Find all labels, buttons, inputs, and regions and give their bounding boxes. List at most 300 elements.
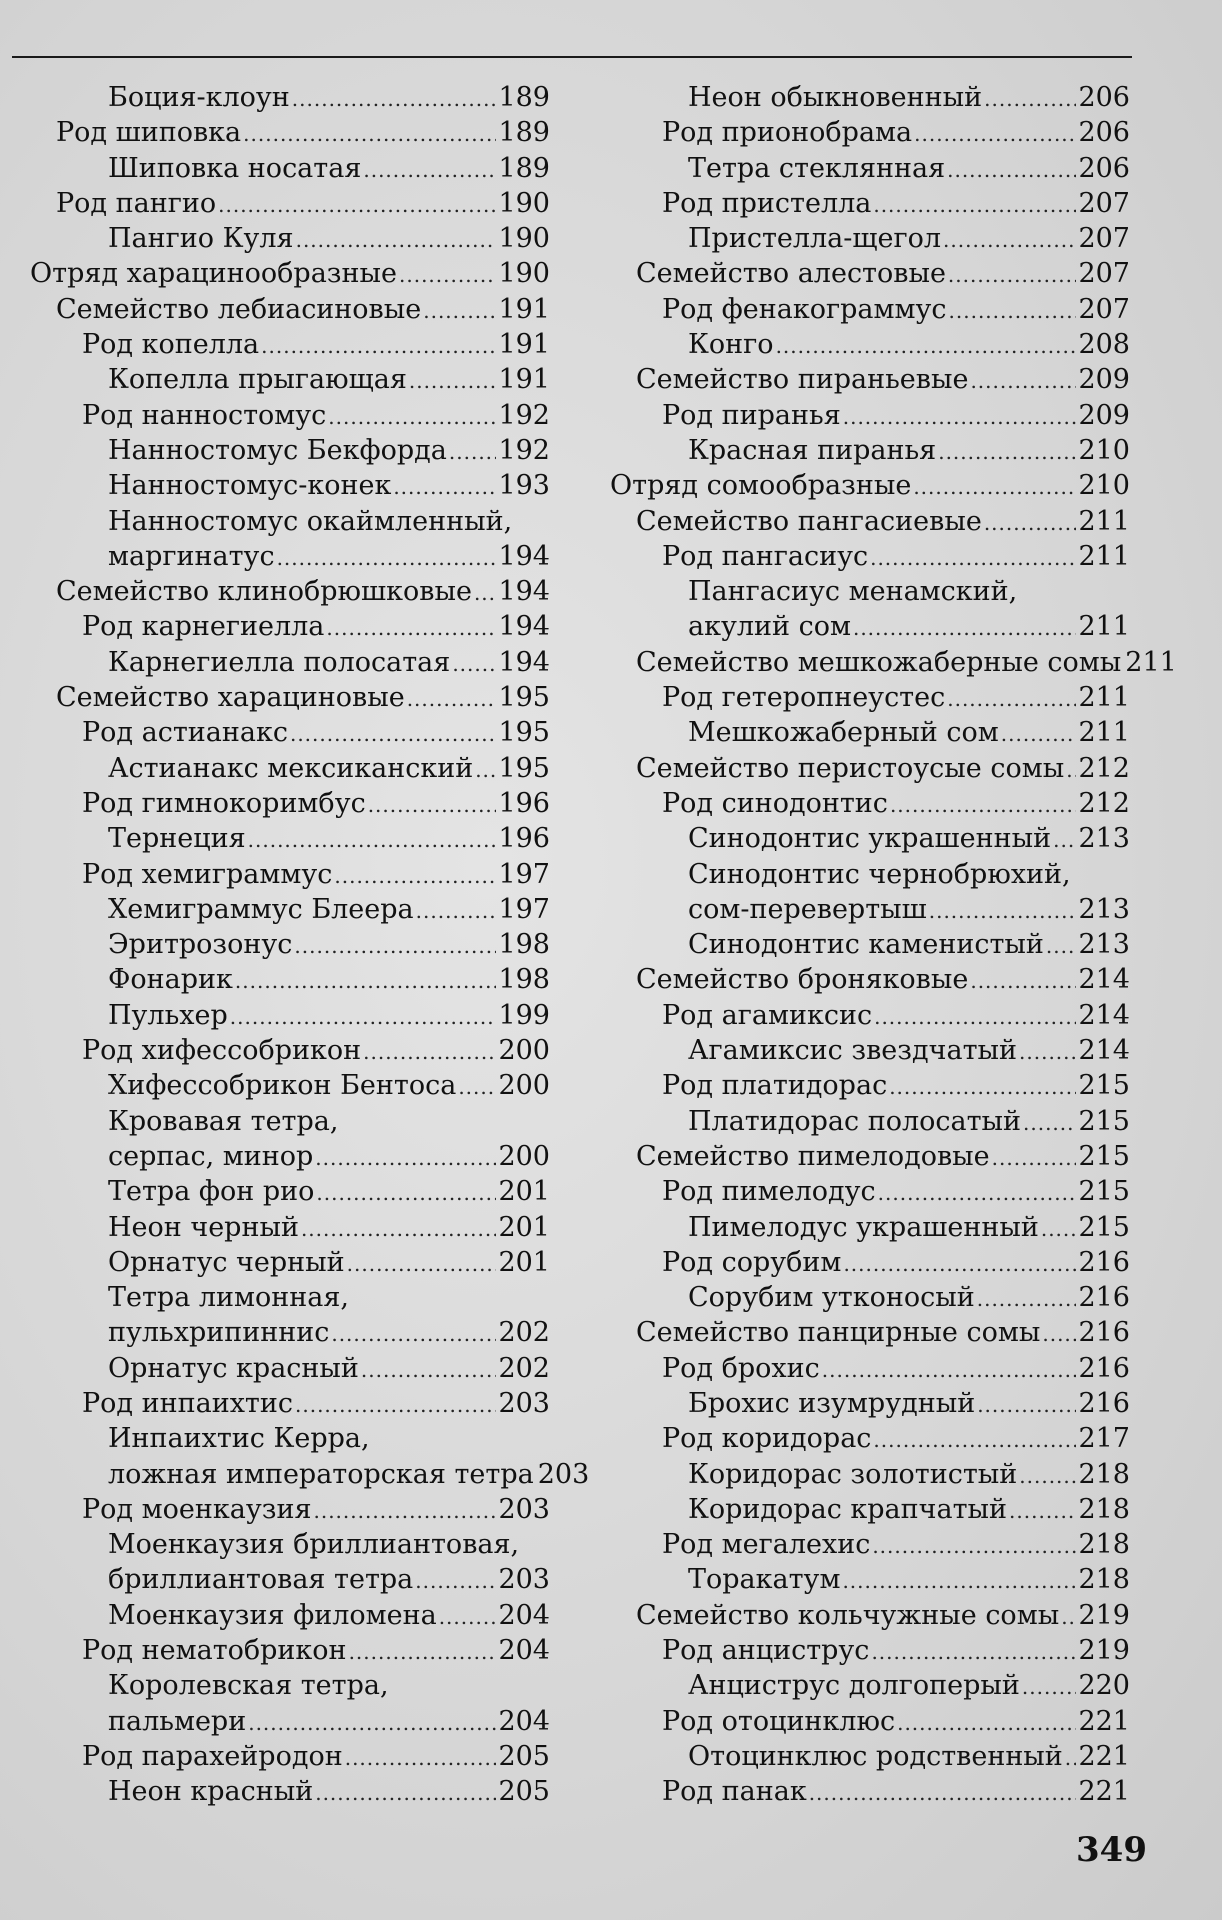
toc-entry-title: Род астианакс <box>82 717 288 749</box>
toc-entry <box>30 680 550 715</box>
toc-entry-page: 195 <box>498 682 550 714</box>
dot-leader <box>292 82 497 117</box>
toc-entry-title: Отряд сомообразные <box>610 470 912 502</box>
dot-leader <box>970 964 1076 999</box>
toc-entry-title: Род мегалехис <box>662 1529 871 1561</box>
top-rule <box>12 56 1132 58</box>
toc-entry-title: Мешкожаберный сом <box>688 717 999 749</box>
dot-leader <box>290 717 496 752</box>
toc-entry-title: Платидорас полосатый <box>688 1105 1021 1137</box>
dot-leader <box>316 1176 496 1211</box>
toc-entry-title: Синодонтис украшенный <box>688 823 1052 855</box>
toc-entry <box>610 1633 1130 1668</box>
toc-entry-page: 216 <box>1078 1387 1130 1419</box>
toc-entry-page: 194 <box>498 646 550 678</box>
toc-entry-page: 211 <box>1078 717 1130 749</box>
dot-leader <box>475 753 496 788</box>
dot-leader <box>873 188 1076 223</box>
toc-entry-title: Шиповка носатая <box>108 152 362 184</box>
toc-entry <box>30 1527 550 1598</box>
toc-entry <box>30 1280 550 1351</box>
toc-entry-page: 215 <box>1078 1140 1130 1172</box>
toc-entry-title: сом-перевертыш <box>688 893 927 925</box>
toc-entry-page: 218 <box>1078 1564 1130 1596</box>
toc-entry-title: серпас, минор <box>108 1140 314 1172</box>
dot-leader <box>261 329 496 364</box>
toc-entry-title: Анциструс долгоперый <box>688 1670 1020 1702</box>
toc-entry-title: Семейство мешкожаберные сомы <box>636 646 1122 678</box>
toc-entry <box>610 1492 1130 1527</box>
toc-entry-page: 214 <box>1078 999 1130 1031</box>
toc-entry <box>30 645 550 680</box>
toc-entry <box>30 1104 550 1175</box>
toc-entry-page: 208 <box>1078 329 1130 361</box>
dot-leader <box>415 1564 496 1599</box>
toc-entry-page: 221 <box>1078 1776 1130 1808</box>
dot-leader <box>1065 1741 1077 1776</box>
dot-leader <box>349 1635 497 1670</box>
toc-entry <box>610 362 1130 397</box>
toc-entry <box>30 962 550 997</box>
toc-entry-page: 189 <box>498 152 550 184</box>
toc-entry-page: 210 <box>1078 470 1130 502</box>
toc-entry-page: 194 <box>498 611 550 643</box>
toc-entry-title: Род хифессобрикон <box>82 1035 362 1067</box>
toc-entry-page: 191 <box>498 293 550 325</box>
dot-leader <box>347 1247 497 1282</box>
toc-entry-title: Семейство харациновые <box>56 682 405 714</box>
toc-entry-page: 214 <box>1078 964 1130 996</box>
dot-leader <box>393 470 496 505</box>
toc-entry-title: Род нанностомус <box>82 399 327 431</box>
toc-entry-title: Семейство перистоусые сомы <box>636 752 1065 784</box>
dot-leader <box>328 400 496 435</box>
toc-entry <box>610 186 1130 221</box>
dot-leader <box>1061 1600 1076 1635</box>
toc-entry <box>610 821 1130 856</box>
toc-entry <box>610 221 1130 256</box>
toc-entry-page: 204 <box>498 1635 550 1667</box>
dot-leader <box>970 364 1076 399</box>
toc-entry-title: Астианакс мексиканский <box>108 752 474 784</box>
dot-leader <box>449 435 497 470</box>
toc-entry <box>610 539 1130 574</box>
toc-entry-title: Род моенкаузия <box>82 1493 312 1525</box>
toc-entry <box>30 1245 550 1280</box>
toc-entry-page: 215 <box>1078 1211 1130 1243</box>
dot-leader <box>416 894 497 929</box>
toc-entry <box>30 362 550 397</box>
toc-entry-title: Род прионобрама <box>662 117 913 149</box>
toc-entry <box>610 80 1130 115</box>
toc-entry <box>30 927 550 962</box>
toc-entry <box>30 327 550 362</box>
toc-entry-title: Род карнегиелла <box>82 611 325 643</box>
toc-entry-title-line1: Синодонтис чернобрюхий, <box>688 858 1071 890</box>
toc-entry-title: Нанностомус-конек <box>108 470 392 502</box>
toc-entry <box>30 256 550 291</box>
toc-entry-page: 216 <box>1078 1317 1130 1349</box>
dot-leader <box>853 611 1076 646</box>
toc-entry <box>610 998 1130 1033</box>
toc-entry-title: Пульхер <box>108 999 228 1031</box>
toc-entry <box>30 1174 550 1209</box>
toc-entry-page: 198 <box>498 964 550 996</box>
toc-entry-page: 189 <box>498 117 550 149</box>
toc-entry <box>610 1104 1130 1139</box>
toc-entry-page: 190 <box>498 187 550 219</box>
dot-leader <box>1042 1317 1076 1352</box>
toc-entry-page: 209 <box>1078 399 1130 431</box>
toc-entry-title: Хемиграммус Блеера <box>108 893 414 925</box>
dot-leader <box>326 611 496 646</box>
dot-leader <box>890 788 1077 823</box>
toc-entry-title: маргинатус <box>108 540 275 572</box>
toc-entry-title: Коридорас крапчатый <box>688 1493 1008 1525</box>
toc-entry-page: 221 <box>1078 1705 1130 1737</box>
toc-entry-title: Агамиксис звездчатый <box>688 1035 1018 1067</box>
toc-entry-title: Отряд харацинообразные <box>30 258 397 290</box>
toc-entry <box>610 1210 1130 1245</box>
toc-entry-page: 211 <box>1078 611 1130 643</box>
toc-entry-page: 206 <box>1078 152 1130 184</box>
toc-entry-page: 201 <box>498 1211 550 1243</box>
toc-entry-title: Род пристелла <box>662 187 872 219</box>
toc-entry <box>30 786 550 821</box>
toc-entry <box>610 1174 1130 1209</box>
toc-entry-title: пульхрипиннис <box>108 1317 330 1349</box>
toc-entry-page: 210 <box>1078 434 1130 466</box>
toc-entry <box>30 574 550 609</box>
dot-leader <box>943 223 1076 258</box>
toc-entry-page: 217 <box>1078 1423 1130 1455</box>
dot-leader <box>843 1247 1076 1282</box>
toc-entry-title: Боция-клоун <box>108 82 290 113</box>
dot-leader <box>399 258 496 293</box>
dot-leader <box>947 682 1076 717</box>
toc-entry-title: Род инпаихтис <box>82 1387 293 1419</box>
toc-entry-title: Коридорас золотистый <box>688 1458 1018 1490</box>
toc-entry <box>30 821 550 856</box>
toc-entry <box>610 1033 1130 1068</box>
toc-entry-page: 206 <box>1078 117 1130 149</box>
dot-leader <box>871 1635 1076 1670</box>
toc-entry-title: Род платидорас <box>662 1070 888 1102</box>
toc-entry <box>30 715 550 750</box>
toc-entry-page: 214 <box>1078 1035 1130 1067</box>
toc-entry-title: Род пангасиус <box>662 540 869 572</box>
toc-entry <box>610 1774 1130 1809</box>
toc-entry-title-line1: Тетра лимонная, <box>108 1282 349 1314</box>
toc-entry-page: 211 <box>1078 540 1130 572</box>
dot-leader <box>334 859 496 894</box>
dot-leader <box>248 823 497 858</box>
toc-entry-title: Семейство панцирные сомы <box>636 1317 1041 1349</box>
toc-entry <box>610 1315 1130 1350</box>
toc-entry-page: 192 <box>498 434 550 466</box>
dot-leader <box>809 1776 1077 1811</box>
dot-leader <box>235 964 497 999</box>
dot-leader <box>301 1212 497 1247</box>
dot-leader <box>822 1353 1077 1388</box>
toc-entry <box>610 645 1177 680</box>
toc-entry <box>610 786 1130 821</box>
toc-entry <box>30 115 550 150</box>
toc-entry <box>610 927 1130 962</box>
toc-entry <box>30 1598 550 1633</box>
dot-leader <box>368 788 497 823</box>
dot-leader <box>1023 1106 1076 1141</box>
dot-leader <box>1046 929 1077 964</box>
toc-entry <box>610 715 1130 750</box>
toc-entry-page: 207 <box>1078 187 1130 219</box>
toc-entry <box>30 1068 550 1103</box>
toc-entry <box>610 1562 1130 1597</box>
dot-leader <box>439 1600 497 1635</box>
dot-leader <box>474 576 497 611</box>
toc-entry-page: 195 <box>498 717 550 749</box>
toc-entry-page: 201 <box>498 1176 550 1208</box>
toc-entry <box>610 256 1130 291</box>
dot-leader <box>1041 1212 1077 1247</box>
toc-entry <box>610 1386 1130 1421</box>
toc-entry-title: Пимелодус украшенный <box>688 1211 1039 1243</box>
toc-entry-title: Семейство пимелодовые <box>636 1140 990 1172</box>
toc-entry-title: Род отоцинклюс <box>662 1705 896 1737</box>
toc-entry <box>610 680 1130 715</box>
toc-entry-page: 204 <box>498 1599 550 1631</box>
toc-entry-page: 215 <box>1078 1105 1130 1137</box>
toc-entry-title: Конго <box>688 329 774 361</box>
toc-entry <box>610 1527 1130 1562</box>
toc-entry-page: 195 <box>498 752 550 784</box>
toc-entry <box>610 468 1130 503</box>
toc-entry-title-line1: Пангасиус менамский, <box>688 576 1018 608</box>
toc-entry-title: Род пангио <box>56 187 217 219</box>
dot-leader <box>878 1176 1077 1211</box>
toc-entry-title: Торакатум <box>688 1564 841 1596</box>
toc-entry-title: Род парахейродон <box>82 1740 343 1772</box>
toc-entry-page: 216 <box>1078 1352 1130 1384</box>
toc-entry-page: 203 <box>498 1493 550 1525</box>
toc-entry <box>30 998 550 1033</box>
toc-entry-page: 197 <box>498 893 550 925</box>
toc-entry-title: Орнатус красный <box>108 1352 359 1384</box>
dot-leader <box>1001 717 1077 752</box>
toc-entry-title: Семейство алестовые <box>636 258 946 290</box>
toc-entry <box>30 1774 550 1809</box>
toc-entry-page: 194 <box>498 576 550 608</box>
dot-leader <box>294 929 496 964</box>
dot-leader <box>947 153 1076 188</box>
toc-entry-page: 212 <box>1078 787 1130 819</box>
dot-leader <box>243 117 496 152</box>
dot-leader <box>315 1776 496 1811</box>
dot-leader <box>776 329 1077 364</box>
dot-leader <box>913 470 1076 505</box>
toc-entry-page: 215 <box>1078 1070 1130 1102</box>
toc-entry-page: 213 <box>1078 823 1130 855</box>
dot-leader <box>277 541 497 576</box>
dot-leader <box>914 117 1076 152</box>
dot-leader <box>1019 1459 1076 1494</box>
toc-entry-title: Пристелла-щегол <box>688 223 942 255</box>
toc-entry-title: Неон черный <box>108 1211 299 1243</box>
toc-entry-title: Род фенакограммус <box>662 293 947 325</box>
toc-column-right <box>610 80 1177 1810</box>
toc-entry-page: 203 <box>498 1387 550 1419</box>
toc-entry-title: Семейство кольчужные сомы <box>636 1599 1060 1631</box>
toc-entry-title: Неон обыкновенный <box>688 82 983 113</box>
toc-entry <box>30 892 550 927</box>
dot-leader <box>218 188 496 223</box>
dot-leader <box>363 153 496 188</box>
toc-entry-page: 211 <box>1078 682 1130 714</box>
toc-entry-title: бриллиантовая тетра <box>108 1564 414 1596</box>
toc-entry-page: 191 <box>498 364 550 396</box>
toc-entry-page: 202 <box>498 1352 550 1384</box>
toc-entry-page: 212 <box>1078 752 1130 784</box>
toc-entry-page: 206 <box>1078 82 1130 113</box>
dot-leader <box>407 682 497 717</box>
dot-leader <box>1022 1670 1077 1705</box>
dot-leader <box>361 1353 497 1388</box>
toc-entry <box>610 1739 1130 1774</box>
toc-entry <box>610 1068 1130 1103</box>
toc-entry-title: Орнатус черный <box>108 1246 345 1278</box>
toc-entry-page: 196 <box>498 787 550 819</box>
dot-leader <box>929 894 1077 929</box>
toc-entry-page: 199 <box>498 999 550 1031</box>
toc-entry-title: Брохис изумрудный <box>688 1387 976 1419</box>
toc-entry <box>30 1633 550 1668</box>
toc-entry-page: 205 <box>498 1776 550 1808</box>
toc-entry-title: Род нематобрикон <box>82 1635 347 1667</box>
dot-leader <box>977 1388 1076 1423</box>
toc-entry <box>30 433 550 468</box>
toc-entry-page: 213 <box>1078 893 1130 925</box>
toc-entry-title: Семейство пангасиевые <box>636 505 982 537</box>
toc-entry-title: Отоцинклюс родственный <box>688 1740 1063 1772</box>
toc-entry <box>610 1280 1130 1315</box>
toc-entry <box>30 292 550 327</box>
toc-entry-page: 213 <box>1078 929 1130 961</box>
toc-entry <box>610 292 1130 327</box>
toc-entry-page: 209 <box>1078 364 1130 396</box>
toc-entry-title-line1: Нанностомус окаймленный, <box>108 505 513 537</box>
dot-leader <box>874 1000 1076 1035</box>
toc-entry <box>610 751 1130 786</box>
toc-entry-title: Синодонтис каменистый <box>688 929 1044 961</box>
toc-entry <box>610 504 1130 539</box>
toc-entry-page: 194 <box>498 540 550 572</box>
toc-entry-title: Род хемиграммус <box>82 858 333 890</box>
toc-entry-title: Род синодонтис <box>662 787 888 819</box>
dot-leader <box>313 1494 496 1529</box>
toc-entry-title: Карнегиелла полосатая <box>108 646 451 678</box>
toc-entry-page: 211 <box>1125 646 1177 678</box>
toc-entry <box>610 1351 1130 1386</box>
toc-entry-title: Род пиранья <box>662 399 841 431</box>
toc-entry <box>30 1421 590 1492</box>
toc-entry-title: Род брохис <box>662 1352 820 1384</box>
toc-entry <box>30 857 550 892</box>
dot-leader <box>938 435 1076 470</box>
toc-entry <box>30 609 550 644</box>
toc-entry <box>30 186 550 221</box>
toc-entry <box>30 1668 550 1739</box>
toc-entry-title: Семейство лебиасиновые <box>56 293 422 325</box>
toc-entry-title: Род шиповка <box>56 117 242 149</box>
toc-entry-page: 203 <box>498 1564 550 1596</box>
dot-leader <box>363 1035 496 1070</box>
toc-entry-title: Неон красный <box>108 1776 314 1808</box>
toc-entry-title: Семейство броняковые <box>636 964 969 996</box>
dot-leader <box>296 223 497 258</box>
dot-leader <box>992 1141 1077 1176</box>
dot-leader <box>1009 1494 1076 1529</box>
toc-entry-page: 216 <box>1078 1246 1130 1278</box>
toc-entry-page: 203 <box>537 1458 590 1490</box>
toc-entry-page: 200 <box>498 1035 550 1067</box>
dot-leader <box>1019 1035 1076 1070</box>
dot-leader <box>331 1317 496 1352</box>
toc-entry <box>30 221 550 256</box>
dot-leader <box>984 506 1077 541</box>
toc-entry-page: 216 <box>1078 1282 1130 1314</box>
toc-entry-title: Род коридорас <box>662 1423 872 1455</box>
toc-entry-page: 220 <box>1078 1670 1130 1702</box>
toc-entry-page: 193 <box>498 470 550 502</box>
toc-entry-page: 189 <box>498 82 550 113</box>
toc-entry-title: Род агамиксис <box>662 999 873 1031</box>
toc-entry <box>610 574 1130 645</box>
dot-leader <box>872 1529 1076 1564</box>
toc-entry <box>30 504 550 575</box>
toc-entry <box>610 433 1130 468</box>
toc-entry-page: 190 <box>498 258 550 290</box>
dot-leader <box>842 1564 1076 1599</box>
toc-entry-page: 200 <box>498 1070 550 1102</box>
toc-entry <box>610 151 1130 186</box>
toc-entry-title: Род копелла <box>82 329 260 361</box>
toc-entry <box>30 1386 550 1421</box>
toc-entry <box>610 327 1130 362</box>
toc-entry-page: 219 <box>1078 1635 1130 1667</box>
toc-entry-title: Тернеция <box>108 823 246 855</box>
toc-entry <box>30 1739 550 1774</box>
toc-entry-page: 192 <box>498 399 550 431</box>
toc-entry <box>30 468 550 503</box>
dot-leader <box>452 647 496 682</box>
toc-entry-title: Род сорубим <box>662 1246 842 1278</box>
dot-leader <box>948 258 1077 293</box>
toc-entry-title: Семейство пираньевые <box>636 364 969 396</box>
dot-leader <box>423 294 496 329</box>
toc-entry-title: Род панак <box>662 1776 807 1808</box>
toc-entry-title-line1: Кровавая тетра, <box>108 1105 339 1137</box>
toc-entry-page: 202 <box>498 1317 550 1349</box>
toc-entry-page: 218 <box>1078 1458 1130 1490</box>
toc-entry <box>30 151 550 186</box>
toc-entry <box>610 1457 1130 1492</box>
toc-entry <box>30 1492 550 1527</box>
toc-entry-title: Род гимнокоримбус <box>82 787 366 819</box>
toc-entry <box>30 1033 550 1068</box>
toc-entry <box>610 1598 1130 1633</box>
toc-entry-page: 196 <box>498 823 550 855</box>
toc-entry-page: 198 <box>498 929 550 961</box>
